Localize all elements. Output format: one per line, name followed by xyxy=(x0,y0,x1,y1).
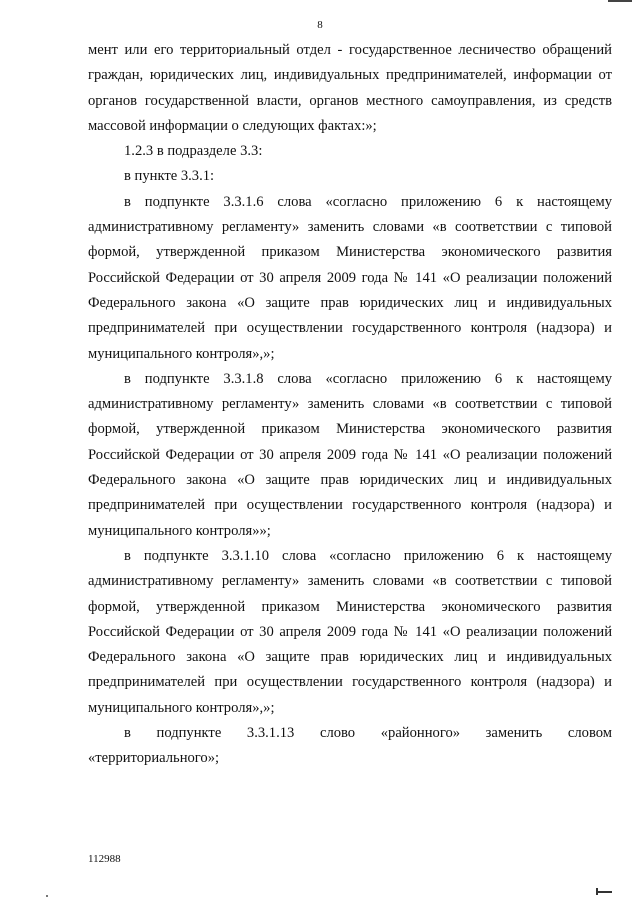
scan-mark-top xyxy=(608,0,632,2)
paragraph-subitem-3-3-1-6: в подпункте 3.3.1.6 слова «согласно приложению 6 к настоящему административному регламенту» заменить словами «в соответствии с типовой формой, утвержденной приказом Министерства экономического развития Российской Федерации от 30 апреля 2009 года № 141 «О реализации положений Федерального закона «О защите прав юридических лиц и индивидуальных предпринимателей при осуществлении государственного контроля (надзора) и муниципального контроля»,»; xyxy=(88,193,612,362)
paragraph-item-heading: в пункте 3.3.1: xyxy=(124,168,215,185)
scan-mark-bottom xyxy=(598,891,612,893)
document-body xyxy=(88,38,612,772)
paragraph-subitem-3-3-1-13: в подпункте 3.3.1.13 слово «районного» заменить словом xyxy=(124,725,612,742)
scan-speck xyxy=(46,895,48,897)
document-code: 112988 xyxy=(88,853,121,865)
paragraph-subitem-3-3-1-8: в подпункте 3.3.1.8 слова «согласно приложению 6 к настоящему административному регламенту» заменить словами «в соответствии с типовой формой, утвержденной приказом Министерства экономического развития Российской Федерации от 30 апреля 2009 года № 141 «О реализации положений Федерального закона «О защите прав юридических лиц и индивидуальных предпринимателей при осуществлении государственного контроля (надзора) и муниципального контроля»»; xyxy=(88,370,612,539)
paragraph-section-heading: 1.2.3 в подразделе 3.3: xyxy=(124,143,263,160)
paragraph-subitem-3-3-1-13-end: «территориального»; xyxy=(88,750,220,767)
paragraph-subitem-3-3-1-10: в подпункте 3.3.1.10 слова «согласно приложению 6 к настоящему административному регламенту» заменить словами «в соответствии с типовой формой, утвержденной приказом Министерства экономического развития Российской Федерации от 30 апреля 2009 года № 141 «О реализации положений Федерального закона «О защите прав юридических лиц и индивидуальных предпринимателей при осуществлении государственного контроля (надзора) и муниципального контроля»,»; xyxy=(88,547,612,716)
paragraph-continuation: мент или его территориальный отдел - государственное лесничество обращений граждан, юридических лиц, индивидуальных предпринимателей, информации от органов государственной власти, органов местного самоуправления, из средств массовой информации о следующих фактах:»; xyxy=(88,42,612,134)
page-number: 8 xyxy=(317,19,323,31)
